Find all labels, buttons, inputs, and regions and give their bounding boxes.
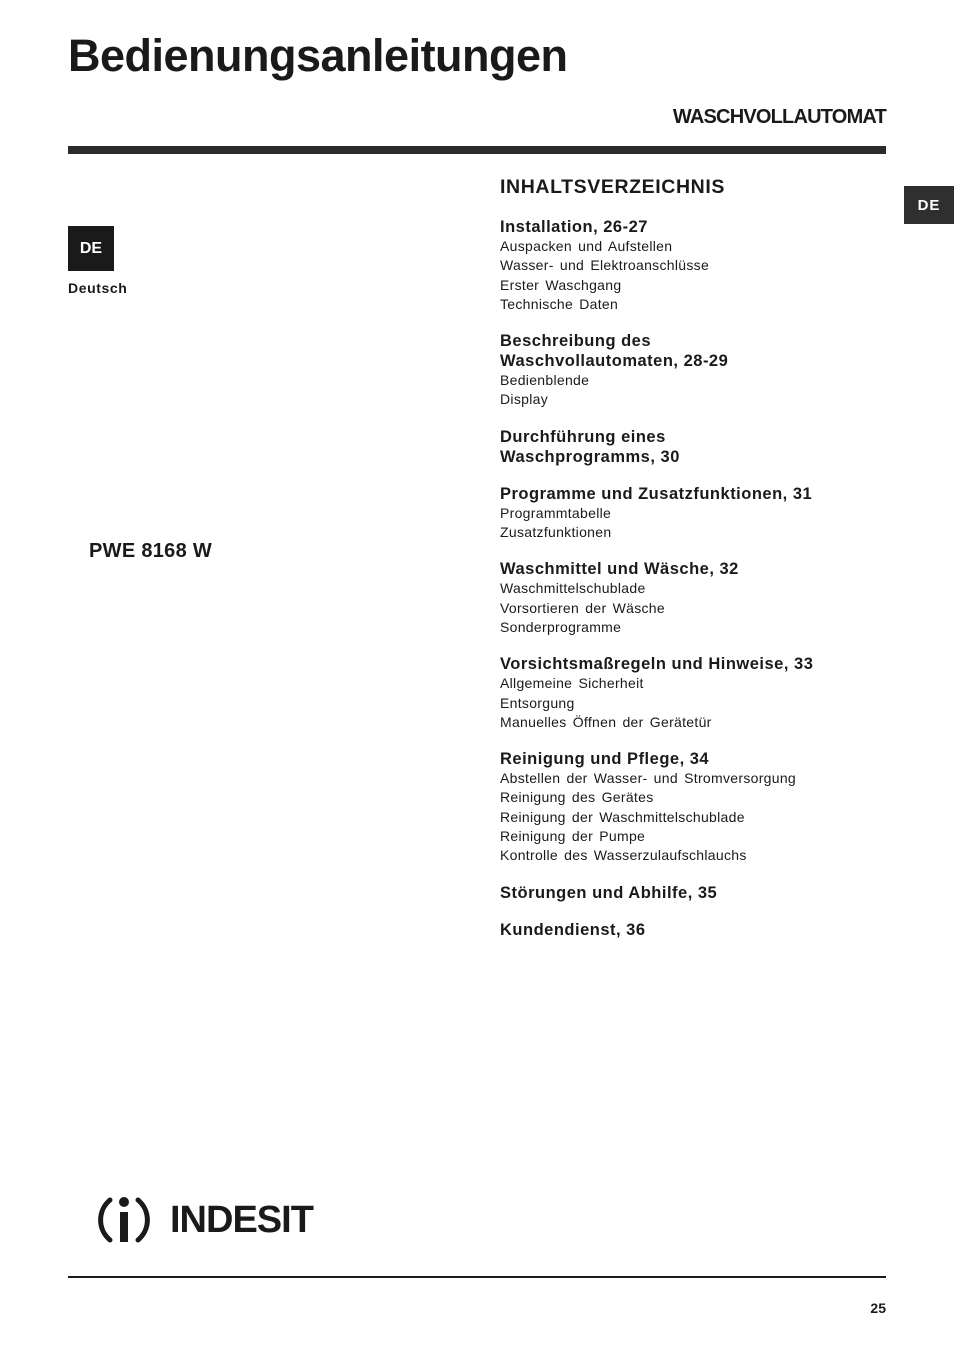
brand-wordmark: INDESIT [170, 1198, 313, 1241]
language-side-tab: DE [904, 186, 954, 224]
toc-section [500, 920, 890, 940]
toc-subitem: Vorsortieren der Wäsche [500, 599, 665, 616]
toc-section [500, 883, 890, 903]
toc-subitem: Reinigung der Pumpe [500, 828, 646, 845]
model-number: PWE 8168 W [89, 540, 213, 562]
toc-subitem: Allgemeine Sicherheit [500, 675, 644, 692]
indesit-i-logo-icon [92, 1188, 156, 1252]
toc-subitem: Bedienblende [500, 372, 590, 389]
toc-section-title: Durchführung eines Waschprogramms, 30 [500, 427, 680, 466]
toc-section-title: Beschreibung des Waschvollautomaten, 28-29 [500, 332, 729, 371]
toc-subitem: Zusatzfunktionen [500, 524, 612, 541]
toc-subitem: Abstellen der Wasser- und Stromversorgung [500, 770, 797, 787]
footer-divider [68, 1276, 886, 1278]
toc-subitem: Programmtabelle [500, 504, 612, 521]
toc-subitem: Wasser- und Elektroanschlüsse [500, 257, 710, 274]
toc-section [500, 427, 890, 467]
toc-section-title: Kundendienst, 36 [500, 920, 646, 939]
toc-subitem: Technische Daten [500, 295, 619, 312]
toc-section [500, 654, 890, 732]
toc-section [500, 749, 890, 865]
toc-section-title: Waschmittel und Wäsche, 32 [500, 560, 739, 579]
toc-section-title: Störungen und Abhilfe, 35 [500, 883, 718, 902]
toc-subitem: Entsorgung [500, 694, 575, 711]
language-name: Deutsch [68, 280, 128, 296]
toc-heading: INHALTSVERZEICHNIS [500, 176, 725, 198]
toc-section [500, 217, 890, 314]
brand-logo [92, 1188, 313, 1252]
toc-subitem: Erster Waschgang [500, 276, 622, 293]
toc-section [500, 484, 890, 543]
toc-subitem: Display [500, 391, 549, 408]
page-number: 25 [870, 1300, 886, 1316]
toc-section-title: Installation, 26-27 [500, 218, 648, 236]
product-type-label: WASCHVOLLAUTOMAT [672, 106, 886, 128]
table-of-contents [500, 176, 890, 957]
toc-subitem: Reinigung des Gerätes [500, 789, 654, 806]
toc-section [500, 559, 890, 637]
language-badge: DE [68, 226, 114, 271]
toc-section [500, 331, 890, 410]
toc-section-title: Reinigung und Pflege, 34 [500, 750, 710, 769]
toc-subitem: Sonderprogramme [500, 618, 622, 635]
toc-subitem: Auspacken und Aufstellen [500, 238, 673, 254]
toc-sections [500, 217, 890, 940]
toc-section-title: Vorsichtsmaßregeln und Hinweise, 33 [500, 655, 814, 674]
toc-section-title: Programme und Zusatzfunktionen, 31 [500, 484, 813, 503]
toc-subitem: Waschmittelschublade [500, 580, 646, 597]
page-title: Bedienungsanleitungen [68, 30, 568, 81]
toc-subitem: Kontrolle des Wasserzulaufschlauchs [500, 847, 747, 864]
toc-subitem: Reinigung der Waschmittelschublade [500, 808, 745, 825]
header-divider [68, 146, 886, 154]
toc-subitem: Manuelles Öffnen der Gerätetür [500, 713, 712, 730]
